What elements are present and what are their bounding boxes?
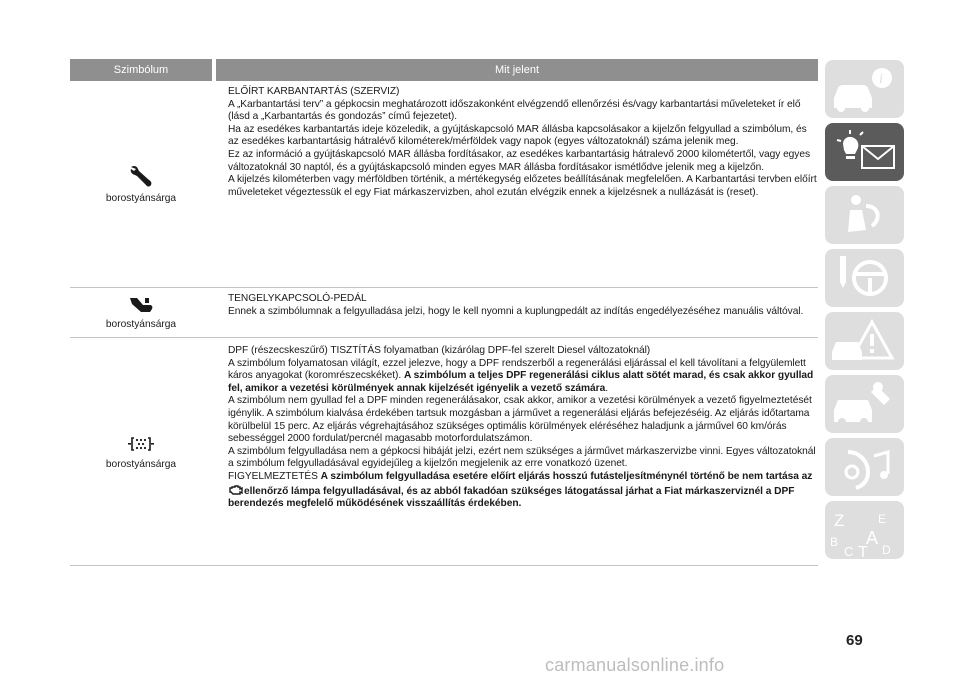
maintenance-tab[interactable]	[825, 375, 904, 433]
paragraph: A szimbólum nem gyullad fel a DPF minden regenerálásakor, csak akkor, amikor a vezetési körülmények a vezető figyelmeztetését igénylik. A szimbólum kialvása érdekében tartsuk mozgásban a járművet a regenerálási eljárás befejezéséig. Az eljárás időtartama körülbelül 15 perc. Az eljárás végrehajtásához szükséges optimális körülmények eléréséhez haladjunk a járművel 60 km/órás sebességgel 2000 fordulat/percnél magasabb motorfordulatszámon.	[228, 395, 812, 445]
multimedia-tab[interactable]	[825, 438, 904, 496]
symbol-cell	[70, 338, 212, 565]
table-row	[70, 81, 818, 288]
paragraph	[228, 471, 818, 511]
header-meaning: Mit jelent	[216, 59, 818, 81]
page-number: 69	[846, 632, 863, 649]
header-symbol: Szimbólum	[70, 59, 212, 81]
warning-lights-tab[interactable]	[825, 123, 904, 181]
table-row	[70, 288, 818, 338]
table-row	[70, 338, 818, 566]
meaning-cell	[216, 288, 818, 337]
paragraph: Ez az információ a gyújtáskapcsoló MAR állásba fordításakor, az esedékes karbantartásig hátralevő 2000 kilométertől, vagy egyes változatoknál 30 naptól, és a gyújtáskapcsoló minden egyes MAR állásba fordításakor ismétlődve jelenik meg a kijelzőn.	[228, 148, 811, 173]
engine-warning-icon	[228, 484, 244, 496]
safety-tab[interactable]	[825, 186, 904, 244]
bold-text: A szimbólum felgyulladása esetére előírt eljárás hosszú futásteljesítménynél történő be nem tartása az	[320, 470, 813, 482]
index-letter: D	[882, 543, 891, 557]
car-info-tab[interactable]	[825, 60, 904, 118]
bold-text: A szimbólum a teljes DPF regenerálási ciklus alatt sötét marad, és csak akkor gyullad fel, amikor a vezetési körülmények annak kijelzését igényelik a vezető számára	[228, 370, 814, 394]
index-letter: B	[830, 535, 839, 549]
symbol-cell	[70, 288, 212, 337]
color-label: borostyánsárga	[105, 458, 177, 470]
color-label: borostyánsárga	[105, 318, 177, 330]
warning-label: FIGYELMEZTETÉS	[228, 470, 321, 482]
index-letter: Z	[834, 511, 845, 530]
paragraph-text: A szimbólum folyamatosan világít, ezzel jelezve, hogy a DPF rendszerből a regenerálási eljárással el kell távolítani a felgyülemlett káros anyagokat (koromrészecskéket).	[228, 357, 806, 382]
table-header	[70, 59, 818, 81]
index-letter: E	[878, 512, 887, 526]
paragraph-text: .	[605, 382, 608, 394]
paragraph: Ennek a szimbólumnak a felgyulladása jelzi, hogy le kell nyomni a kuplungpedált az indítás engedélyezéséhez manuális váltóval.	[228, 305, 804, 317]
paragraph: A „Karbantartási terv” a gépkocsin meghatározott időszakonként elvégzendő ellenőrzési és/vagy karbantartási műveleteket ír elő (lásd a „Karbantartás és gondozás” című fejezetet).	[228, 98, 801, 123]
watermark: carmanualsonline.info	[545, 655, 725, 675]
sidebar	[822, 60, 932, 660]
index-letter: C	[844, 544, 854, 559]
symbol-table	[70, 59, 818, 566]
index-tab[interactable]	[825, 501, 904, 561]
row-title: DPF (részecskeszűrő) TISZTÍTÁS folyamatban (kizárólag DPF-fel szerelt Diesel változatoknál)	[228, 345, 651, 356]
driving-tab[interactable]	[825, 249, 904, 307]
index-letter: T	[858, 544, 868, 561]
symbol-cell	[70, 81, 212, 287]
paragraph	[228, 358, 818, 396]
svg-text:i: i	[879, 72, 883, 87]
bold-text: ellenőrző lámpa felgyulladásával, és az abból fakadóan szükséges látogatással járhat a Fiat márkaszerviznél a DPF berendezés megfelelő működésének visszaállítás érdekében.	[228, 485, 795, 510]
clutch-pedal-icon	[128, 296, 154, 314]
row-title: TENGELYKAPCSOLÓ-PEDÁL	[228, 293, 367, 304]
meaning-cell	[216, 338, 818, 565]
paragraph: A szimbólum felgyulladása nem a gépkocsi hibáját jelzi, ezért nem szükséges a járművet márkaszervizbe vinni. Egyes változatoknál a szimbólum felgyulladásával egyidejűleg a kijelzőn megjelenik az erre vonatkozó üzenet.	[228, 445, 816, 470]
wrench-icon	[128, 164, 154, 188]
color-label: borostyánsárga	[105, 193, 177, 204]
meaning-cell	[216, 81, 818, 287]
dpf-filter-icon	[127, 434, 155, 454]
emergency-tab[interactable]	[825, 312, 904, 370]
index-letter: A	[866, 528, 879, 548]
row-title: ELŐÍRT KARBANTARTÁS (SZERVIZ)	[228, 86, 400, 97]
paragraph: A kijelzés kilométerben vagy mérföldben történik, a mértékegység előzetes beállításának megfelelően. A Karbantartási tervben előírt műveleteket végeztessük el egy Fiat márkaszervizben, ahol ezután elvégzik ennek a kijelzésnek a nullázását is (reset).	[228, 174, 817, 198]
paragraph: Ha az esedékes karbantartás ideje közeledik, a gyújtáskapcsoló MAR állásba kapcsolásakor a kijelzőn felgyullad a szimbólum, és az esedékes karbantartásig hátralévő kilométerek/mérföldek vagy napok (egyes változatoknál) száma jelenik meg.	[228, 123, 807, 148]
